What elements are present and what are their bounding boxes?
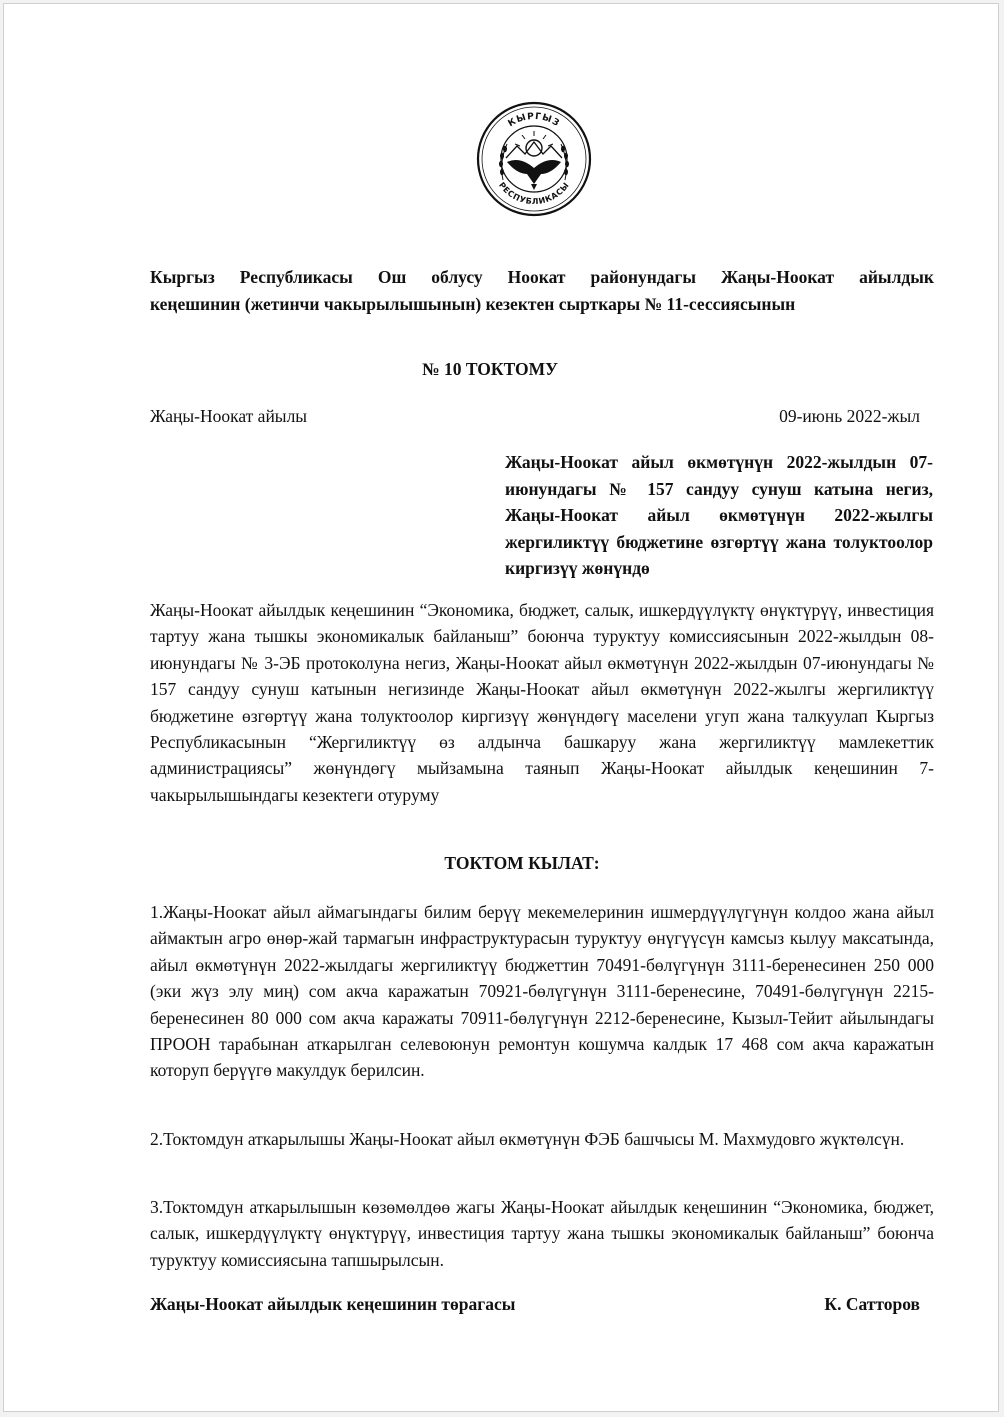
resolve-heading: ТОКТОМ КЫЛАТ: — [444, 853, 600, 873]
resolution-item-3: 3.Токтомдун аткарылышын көзөмөлдөө жагы Жаңы-Ноокат айылдык кеңешинин “Экономика, бюджет, салык, ишкердүүлүктү өнүктүрүү, инвестиция тартуу жана тышкы экономикалык байланыш” боюнча туруктуу комиссиясына тапшырылсын. — [150, 1197, 934, 1270]
signatory-name: К. Сатторов — [824, 1294, 920, 1314]
document-subject: Жаңы-Ноокат айыл өкмөтүнүн 2022-жылдын 07-июнундагы № 157 сандуу сунуш катына негиз, Жаңы-Ноокат айыл өкмөтүнүн 2022-жылгы жергиликтүү бюджетине өзгөртүү жана толуктоолор киргизүү жөнүндө — [505, 452, 933, 579]
resolution-item-1: 1.Жаңы-Ноокат айыл аймагындагы билим берүү мекемелеринин ишмердүүлүгүнүн колдоо жана айыл аймактын агро өнөр-жай тармагын инфраструктурасын туруктуу өнүгүүсүн камсыз кылуу максатында, айыл өкмөтүнүн 2022-жылдагы жергиликтүү бюджеттин 70491-бөлүгүнүн 3111-беренесинен 250 000 (эки жүз элу миң) сом акча каражатын 70921-бөлүгүнүн 3111-беренесине, 70491-бөлүгүнүн 2215-беренесинен 80 000 сом акча каражаты 70911-бөлүгүнүн 2212-беренесине, Кызыл-Тейит айылындагы ПРООН тарабынан аткарылган селевоюнун ремонтун кошумча калдык 17 468 сом акча каражатын которуп берүүгө макулдук берилсин. — [150, 902, 934, 1081]
document-page — [3, 3, 999, 1412]
preamble-paragraph: Жаңы-Ноокат айылдык кеңешинин “Экономика, бюджет, салык, ишкердүүлүктү өнүктүрүү, инвестиция тартуу жана тышкы экономикалык байланыш” боюнча туруктуу комиссиясынын 2022-жылдын 08-июнундагы № 3-ЭБ протоколуна негиз, Жаңы-Ноокат айыл өкмөтүнүн 2022-жылдын 07-июнундагы № 157 сандуу сунуш катынын негизинде Жаңы-Ноокат айыл өкмөтүнүн 2022-жылгы жергиликтүү бюджетине өзгөртүү жана толуктоолор киргизүү жөнүндөгү маселени угуп жана талкуулап Кыргыз Республикасынын “Жергиликтүү өз алдынча башкаруу жана жергиликтүү мамлекеттик администрациясы” жөнүндөгү мыйзамына таянып Жаңы-Ноокат айылдык кеңешинин 7-чакырылышындагы кезектеги отуруму — [150, 600, 934, 805]
svg-text:КЫРГЫЗ: КЫРГЫЗ — [506, 111, 562, 130]
header-line-1: Кыргыз Республикасы Ош облусу Ноокат районундагы Жаңы-Ноокат айылдык — [150, 267, 934, 287]
document-date: 09-июнь 2022-жыл — [779, 406, 920, 426]
header-line-2: кеңешинин (жетинчи чакырылышынын) кезектен сырткары № 11-сессиясынын — [150, 294, 796, 314]
signatory-title: Жаңы-Ноокат айылдык кеңешинин төрагасы — [150, 1294, 516, 1314]
document-number: № 10 ТОКТОМУ — [422, 359, 558, 379]
document-place: Жаңы-Ноокат айылы — [150, 406, 308, 426]
coat-of-arms-icon — [475, 100, 593, 218]
svg-text:РЕСПУБЛИКАСЫ: РЕСПУБЛИКАСЫ — [497, 180, 572, 207]
resolution-item-2: 2.Токтомдун аткарылышы Жаңы-Ноокат айыл өкмөтүнүн ФЭБ башчысы М. Махмудовго жүктөлсүн. — [150, 1129, 905, 1149]
document-header — [150, 264, 934, 318]
